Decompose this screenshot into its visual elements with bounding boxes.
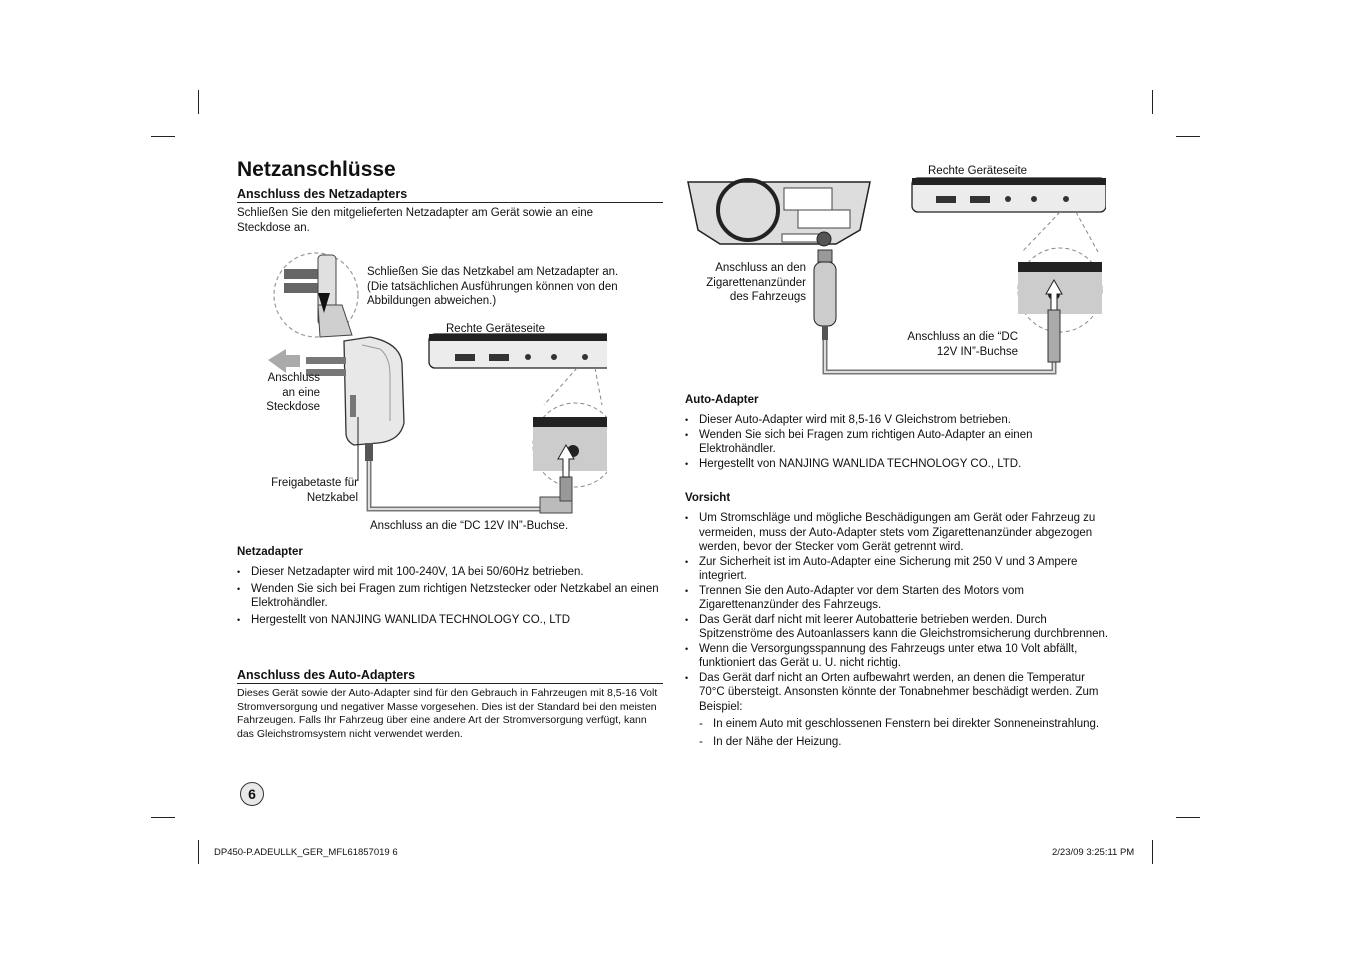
cigarette-label: Anschluss an den Zigarettenanzünder des Fahrzeugs [706, 262, 806, 303]
section-heading-auto: Anschluss des Auto-Adapters [237, 668, 663, 684]
device-side-icon [912, 178, 1106, 212]
dc-connect-label: Anschluss an die “DC 12V IN”-Buchse. [370, 520, 569, 532]
netzadapter-list [237, 565, 663, 629]
netzadapter-heading: Netzadapter [237, 546, 303, 558]
connect-note: Schließen Sie das Netzkabel am Netzadapter an. (Die tatsächlichen Ausführungen können von den Abbildungen abweichen.) [367, 266, 619, 307]
list-item-text: Das Gerät darf nicht an Orten aufbewahrt werden, an denen die Temperatur 70°C übersteigt. Ansonsten könnte der Tonabnehmer beschädigt werden. Zum Beispiel: [699, 671, 1099, 713]
outlet-label: Anschluss an eine Steckdose [266, 372, 320, 413]
autoadapter-list [685, 413, 1110, 473]
vorsicht-sublist [699, 717, 1110, 749]
list-item [685, 671, 1110, 750]
sub-list-item: - In der Nähe der Heizung. [699, 735, 1110, 750]
list-item: • Trennen Sie den Auto-Adapter vor dem Starten des Motors vom Zigarettenanzünder des Fahrzeugs. [685, 584, 1110, 613]
list-item: • Zur Sicherheit ist im Auto-Adapter eine Sicherung mit 250 V und 3 Ampere integriert. [685, 555, 1110, 584]
crop-mark [1152, 90, 1153, 114]
list-item: • Wenn die Versorgungsspannung des Fahrzeugs unter etwa 10 Volt abfällt, funktioniert das Gerät u. U. nicht richtig. [685, 642, 1110, 671]
footer-right: 2/23/09 3:25:11 PM [1052, 847, 1135, 858]
sub-list-item: - In einem Auto mit geschlossenen Fenstern bei direkter Sonneneinstrahlung. [699, 717, 1110, 732]
cable [369, 461, 540, 509]
vorsicht-heading: Vorsicht [685, 492, 731, 504]
list-item: • Um Stromschläge und mögliche Beschädigungen am Gerät oder Fahrzeug zu vermeiden, muss der Auto-Adapter stets vom Zigarettenanzünder abgezogen werden, bevor der Stecker vom Gerät getrennt wird. [685, 511, 1110, 555]
list-item: • Das Gerät darf nicht mit leerer Autobatterie betrieben werden. Durch Spitzenströme des Autoanlassers kann die Gleichstromsicherung durchbrennen. [685, 613, 1110, 642]
netzadapter-intro: Schließen Sie den mitgelieferten Netzadapter am Gerät sowie an eine Steckdose an. [237, 207, 594, 234]
right-side-label-2: Rechte Geräteseite [928, 165, 1028, 177]
page-number: 6 [240, 782, 264, 806]
crop-mark [1152, 840, 1153, 864]
auto-intro: Dieses Gerät sowie der Auto-Adapter sind für den Gebrauch in Fahrzeugen mit 8,5-16 Volt Stromversorgung und negativer Masse vorgesehen. Dies ist der Standard bei den meisten Fahrzeugen. Falls Ihr Fahrzeug über eine andere Art der Stromversorgung verfügt, kann das Gleichstromsystem nicht verwendet werden. [237, 687, 658, 740]
list-item: • Hergestellt von NANJING WANLIDA TECHNOLOGY CO., LTD [237, 613, 663, 628]
footer-left: DP450-P.ADEULLK_GER_MFL61857019 6 [214, 847, 398, 858]
list-item: • Wenden Sie sich bei Fragen zum richtigen Auto-Adapter an einen Elektrohändler. [685, 428, 1110, 457]
list-item: • Dieser Auto-Adapter wird mit 8,5-16 V Gleichstrom betrieben. [685, 413, 1110, 428]
dc-connect-label-2: Anschluss an die “DC 12V IN”-Buchse [907, 331, 1018, 358]
list-item: • Wenden Sie sich bei Fragen zum richtigen Netzstecker oder Netzkabel an einen Elektrohändler. [237, 582, 663, 611]
device-side-icon [429, 334, 607, 368]
autoadapter-heading: Auto-Adapter [685, 394, 759, 406]
list-item: • Hergestellt von NANJING WANLIDA TECHNOLOGY CO., LTD. [685, 457, 1110, 472]
car-plug-icon [814, 250, 836, 340]
list-item: • Dieser Netzadapter wird mit 100-240V, 1A bei 50/60Hz betrieben. [237, 565, 663, 580]
release-label: Freigabetaste für Netzkabel [271, 477, 358, 504]
section-heading-netzadapter: Anschluss des Netzadapters [237, 187, 663, 203]
crop-mark [151, 136, 175, 137]
crop-mark [1176, 136, 1200, 137]
crop-mark [198, 840, 199, 864]
crop-mark [151, 817, 175, 818]
vorsicht-list [685, 511, 1110, 752]
crop-mark [198, 90, 199, 114]
dashboard-icon [688, 180, 870, 246]
dc-jack-detail-icon [533, 403, 607, 487]
right-side-label: Rechte Geräteseite [446, 323, 546, 335]
plug-detail-icon [284, 255, 352, 337]
page-title: Netzanschlüsse [237, 158, 396, 181]
crop-mark [1176, 817, 1200, 818]
